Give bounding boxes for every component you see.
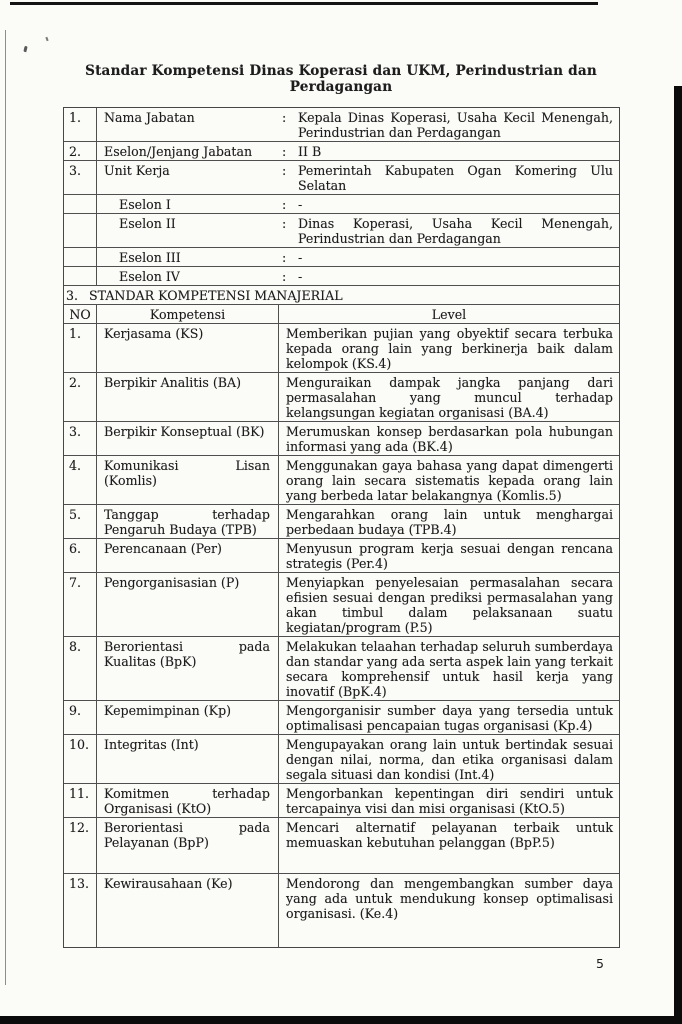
row-value: Pemerintah Kabupaten Ogan Komering Ulu Selatan <box>298 163 613 193</box>
row-number: 2. <box>64 373 97 421</box>
row-number <box>64 214 97 247</box>
competency-level: Menyiapkan penyelesaian permasalahan secara efisien sesuai dengan prediksi permasalahan yang akan timbul dalam pelaksanaan suatu kegiatan/program (P.5) <box>286 575 613 635</box>
info-row <box>64 160 619 194</box>
competency-row <box>64 323 619 372</box>
competency-name: Tanggap terhadap Pengaruh Budaya (TPB) <box>97 505 279 538</box>
competency-header-row <box>64 304 619 323</box>
competency-name: Berorientasi pada Kualitas (BpK) <box>97 637 279 700</box>
scan-edge-bottom <box>0 1016 682 1024</box>
competency-row <box>64 538 619 572</box>
row-number: 1. <box>64 108 97 141</box>
competency-name: Kewirausahaan (Ke) <box>97 874 279 947</box>
page-number: 5 <box>596 956 604 971</box>
row-colon: : <box>282 163 287 178</box>
row-number: 11. <box>64 784 97 817</box>
competency-name: Komitmen terhadap Organisasi (KtO) <box>97 784 279 817</box>
competency-row <box>64 734 619 783</box>
column-header-kompetensi: Kompetensi <box>97 305 279 323</box>
row-value: - <box>298 197 303 212</box>
document-title: Standar Kompetensi Dinas Koperasi dan UKM, Perindustrian dan Perdagangan <box>85 63 597 95</box>
row-colon: : <box>282 216 287 231</box>
row-number <box>64 267 97 285</box>
competency-level: Menguraikan dampak jangka panjang dari permasalahan yang muncul terhadap kelangsungan kegiatan organisasi (BA.4) <box>286 375 613 420</box>
competency-level: Mengarahkan orang lain untuk menghargai perbedaan budaya (TPB.4) <box>286 507 613 537</box>
row-label: Nama Jabatan <box>104 110 195 125</box>
competency-level: Mengorganisir sumber daya yang tersedia untuk optimalisasi pencapaian tugas organisasi (Kp.4) <box>286 703 613 733</box>
competency-level: Mendorong dan mengembangkan sumber daya yang ada untuk mendukung konsep optimalisasi organisasi. (Ke.4) <box>286 876 613 921</box>
row-value: II B <box>298 144 322 159</box>
competency-name: Kerjasama (KS) <box>97 324 279 372</box>
competency-row <box>64 700 619 734</box>
competency-level: Merumuskan konsep berdasarkan pola hubungan informasi yang ada (BK.4) <box>286 424 613 454</box>
competency-level: Mengupayakan orang lain untuk bertindak sesuai dengan nilai, norma, dan etika organisasi dalam segala situasi dan kondisi (Int.4) <box>286 737 613 782</box>
row-number: 4. <box>64 456 97 504</box>
row-number: 13. <box>64 874 97 947</box>
row-number <box>64 195 97 213</box>
row-number: 2. <box>64 142 97 160</box>
competency-level: Melakukan telaahan terhadap seluruh sumberdaya dan standar yang ada serta aspek lain yang terkait secara komprehensif untuk hasil kerja yang inovatif (BpK.4) <box>286 639 613 699</box>
competency-name: Komunikasi Lisan (Komlis) <box>97 456 279 504</box>
row-number: 12. <box>64 818 97 873</box>
row-label: Eselon IV <box>119 269 180 284</box>
competency-row <box>64 873 619 947</box>
document-table <box>63 107 620 948</box>
competency-name: Pengorganisasian (P) <box>97 573 279 636</box>
row-label: Eselon/Jenjang Jabatan <box>104 144 253 159</box>
row-number: 3. <box>64 161 97 194</box>
scan-edge-left <box>5 30 6 985</box>
scan-speck <box>45 37 48 41</box>
row-label: Eselon I <box>119 197 171 212</box>
row-colon: : <box>282 110 287 125</box>
competency-row <box>64 636 619 700</box>
info-row <box>64 266 619 285</box>
scan-speck <box>23 46 27 53</box>
row-label: Unit Kerja <box>104 163 170 178</box>
competency-level: Mencari alternatif pelayanan terbaik untuk memuaskan kebutuhan pelanggan (BpP.5) <box>286 820 613 850</box>
competency-row <box>64 783 619 817</box>
row-value: - <box>298 250 303 265</box>
competency-level: Menggunakan gaya bahasa yang dapat dimengerti orang lain secara sistematis kepada orang lain yang berbeda latar belakangnya (Komlis.5) <box>286 458 613 503</box>
row-number <box>64 248 97 266</box>
row-colon: : <box>282 250 287 265</box>
competency-row <box>64 421 619 455</box>
row-value: Kepala Dinas Koperasi, Usaha Kecil Menengah, Perindustrian dan Perdagangan <box>298 110 613 140</box>
row-label: Eselon II <box>119 216 176 231</box>
info-row <box>64 141 619 160</box>
row-label: Eselon III <box>119 250 181 265</box>
info-row <box>64 108 619 141</box>
competency-name: Berpikir Konseptual (BK) <box>97 422 279 455</box>
competency-name: Integritas (Int) <box>97 735 279 783</box>
row-colon: : <box>282 144 287 159</box>
competency-level: Mengorbankan kepentingan diri sendiri untuk tercapainya visi dan misi organisasi (KtO.5) <box>286 786 613 816</box>
row-value: - <box>298 269 303 284</box>
column-header-no: NO <box>64 305 97 323</box>
info-row <box>64 247 619 266</box>
row-number: 6. <box>64 539 97 572</box>
section-number: 3. <box>66 288 79 303</box>
competency-row <box>64 504 619 538</box>
section-title: STANDAR KOMPETENSI MANAJERIAL <box>89 288 343 303</box>
row-colon: : <box>282 197 287 212</box>
row-number: 3. <box>64 422 97 455</box>
competency-row <box>64 572 619 636</box>
row-number: 10. <box>64 735 97 783</box>
competency-row <box>64 455 619 504</box>
competency-name: Kepemimpinan (Kp) <box>97 701 279 734</box>
competency-name: Berorientasi pada Pelayanan (BpP) <box>97 818 279 873</box>
info-row <box>64 213 619 247</box>
competency-row <box>64 372 619 421</box>
row-number: 1. <box>64 324 97 372</box>
row-number: 7. <box>64 573 97 636</box>
column-header-level: Level <box>431 307 467 322</box>
competency-row <box>64 817 619 873</box>
row-value: Dinas Koperasi, Usaha Kecil Menengah, Perindustrian dan Perdagangan <box>298 216 613 246</box>
info-row <box>64 194 619 213</box>
scan-edge-top <box>10 2 598 5</box>
section-header <box>64 285 619 304</box>
competency-name: Perencanaan (Per) <box>97 539 279 572</box>
row-number: 5. <box>64 505 97 538</box>
competency-name: Berpikir Analitis (BA) <box>97 373 279 421</box>
row-number: 8. <box>64 637 97 700</box>
scan-edge-right <box>674 86 682 1024</box>
competency-level: Menyusun program kerja sesuai dengan rencana strategis (Per.4) <box>286 541 613 571</box>
competency-level: Memberikan pujian yang obyektif secara terbuka kepada orang lain yang berkinerja baik dalam kelompok (KS.4) <box>286 326 613 371</box>
row-number: 9. <box>64 701 97 734</box>
row-colon: : <box>282 269 287 284</box>
